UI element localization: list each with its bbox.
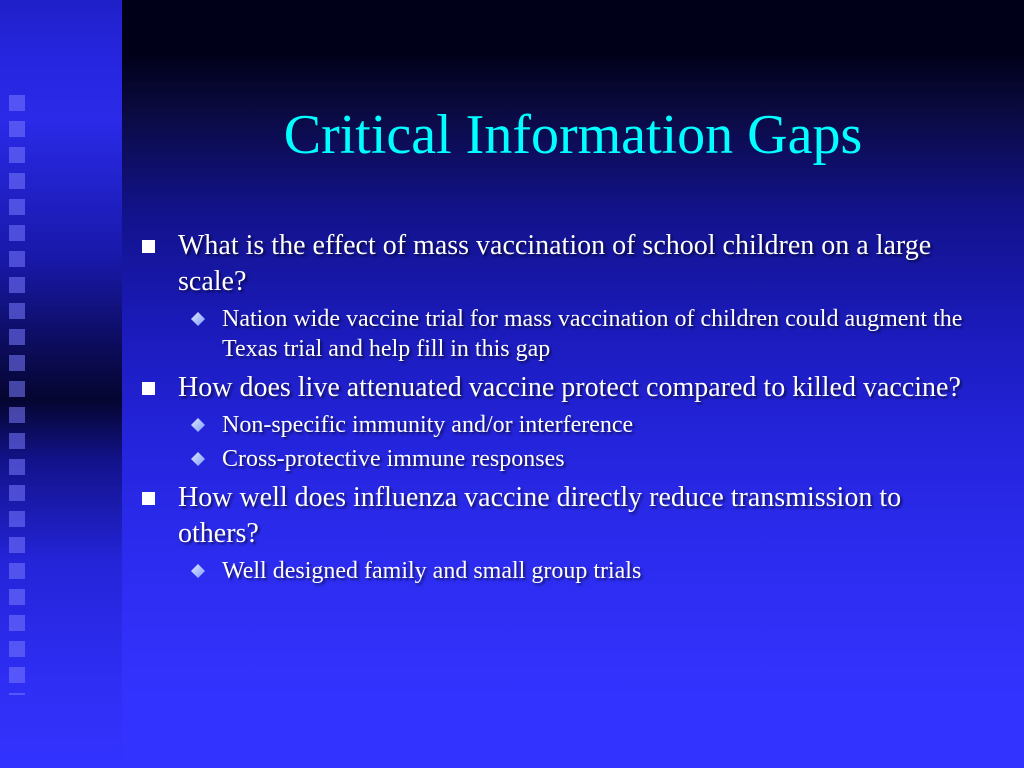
sub-bullet-text: Nation wide vaccine trial for mass vaccination of children could augment the Texas trial and help fill in this gap <box>222 306 963 362</box>
sub-bullet-text: Cross-protective immune responses <box>222 446 565 472</box>
bullet-text: How well does influenza vaccine directly reduce transmission to others? <box>178 482 902 549</box>
slide-title: Critical Information Gaps <box>283 104 863 166</box>
diamond-bullet-icon <box>190 563 206 579</box>
sub-bullet-item <box>140 410 980 440</box>
sub-bullet-text: Non-specific immunity and/or interference <box>222 412 634 438</box>
square-bullet-icon <box>142 382 155 395</box>
bullet-item-live-attenuated <box>140 370 980 406</box>
bullet-list <box>140 228 980 586</box>
diamond-bullet-icon <box>190 311 206 327</box>
bullet-item-mass-vaccination <box>140 228 980 300</box>
square-bullet-icon <box>142 240 155 253</box>
sub-bullet-item <box>140 444 980 474</box>
decorative-squares-column <box>9 95 25 695</box>
square-bullet-icon <box>142 492 155 505</box>
bullet-text: How does live attenuated vaccine protect compared to killed vaccine? <box>178 372 961 403</box>
bullet-item-transmission <box>140 480 980 552</box>
sub-bullet-item <box>140 556 980 586</box>
sub-bullet-item <box>140 304 980 364</box>
diamond-bullet-icon <box>190 417 206 433</box>
diamond-bullet-icon <box>190 451 206 467</box>
left-decorative-band <box>0 0 122 768</box>
bullet-text: What is the effect of mass vaccination of school children on a large scale? <box>178 230 932 297</box>
sub-bullet-text: Well designed family and small group trials <box>222 558 642 584</box>
